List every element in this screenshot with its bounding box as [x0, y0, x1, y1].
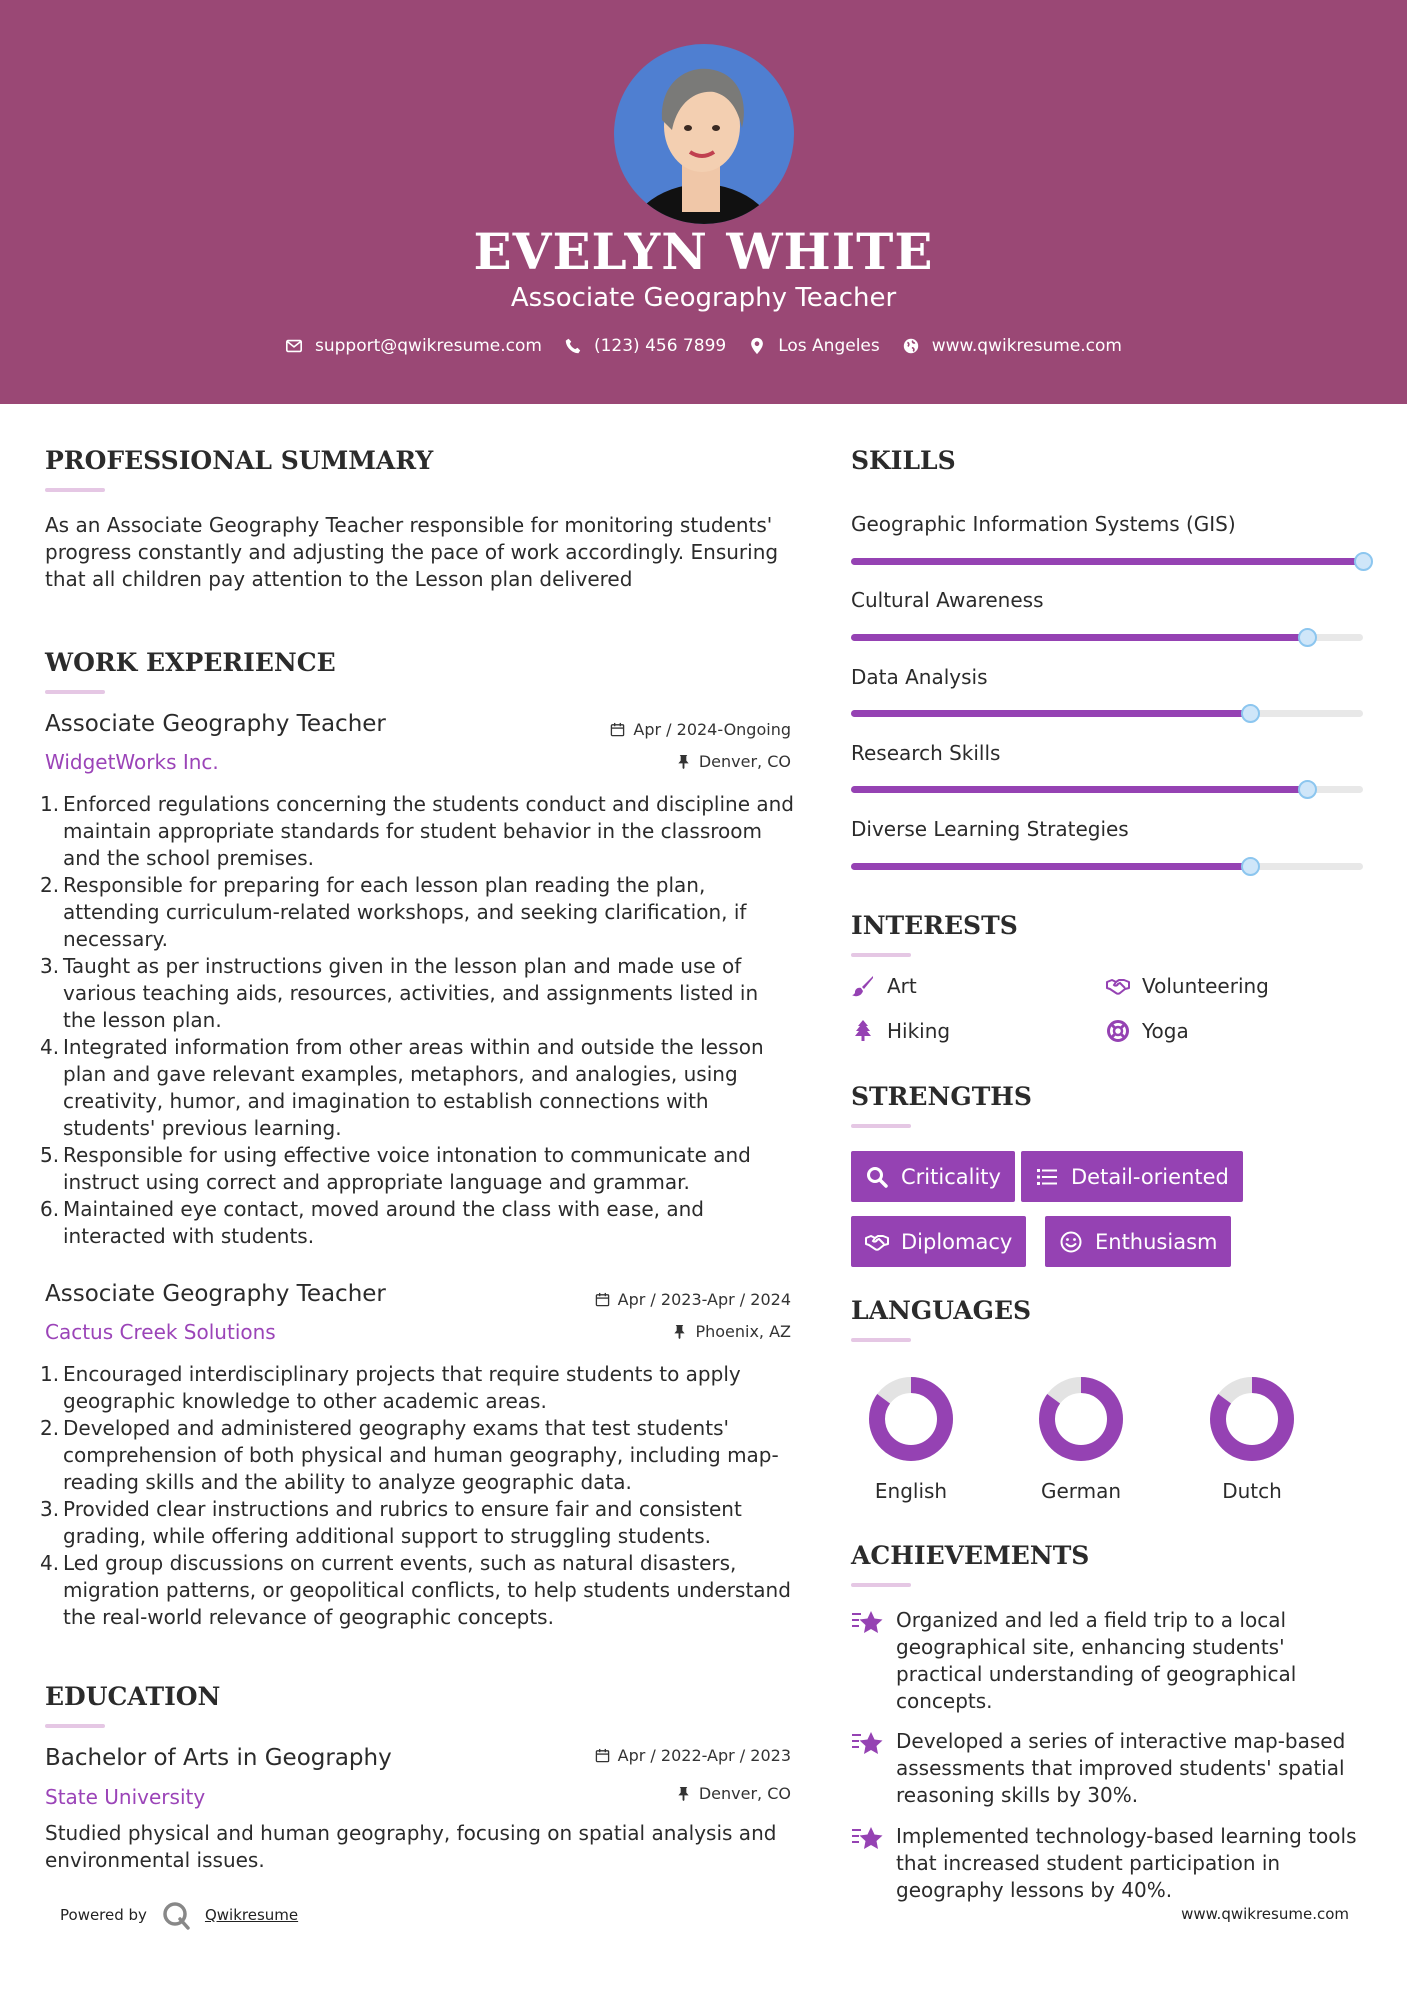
skill-bar-fill — [851, 634, 1307, 641]
smile-icon — [1059, 1230, 1083, 1254]
language-ring — [1037, 1375, 1125, 1463]
handshake-icon — [865, 1230, 889, 1254]
skill-bar — [851, 863, 1363, 870]
interest-label: Yoga — [1142, 1019, 1189, 1043]
skill-bar-fill — [851, 863, 1250, 870]
search-icon — [865, 1165, 889, 1189]
powered-by-label: Powered by — [60, 1906, 147, 1924]
candidate-role: Associate Geography Teacher — [510, 283, 897, 313]
strength-label: Detail-oriented — [1071, 1164, 1229, 1189]
contact-bar — [0, 336, 1407, 356]
job-1-title: Associate Geography Teacher — [45, 711, 386, 737]
job-1-dates-text: Apr / 2024-Ongoing — [633, 720, 791, 739]
achievement-text: Organized and led a field trip to a local geographical site, enhancing students' practical understanding of geographical concepts. — [896, 1608, 1297, 1713]
achievement-item — [851, 1823, 1371, 1904]
interest-hiking — [851, 1019, 950, 1043]
skill-bar — [851, 634, 1363, 641]
phone-icon — [564, 337, 582, 355]
job-1-bullets — [40, 791, 795, 1250]
skill-bar-knob — [1354, 552, 1373, 571]
list-item: 2. Developed and administered geography exams that test students' comprehension of both physical and human geography, including map-reading skills and the ability to analyze geographic data. — [40, 1416, 779, 1494]
skill-bar — [851, 786, 1363, 793]
job-1-location — [676, 752, 791, 771]
achievement-item — [851, 1728, 1371, 1809]
summary-heading: PROFESSIONAL SUMMARY — [45, 446, 434, 475]
education-dates — [595, 1746, 791, 1765]
strengths-heading: STRENGTHS — [851, 1082, 1032, 1111]
skill-bar-fill — [851, 558, 1363, 565]
job-2-bullets — [40, 1361, 795, 1631]
interest-label: Hiking — [887, 1019, 951, 1043]
list-item: 5. Responsible for using effective voice intonation to communicate and instruct using correct and appropriate language and grammar. — [40, 1143, 751, 1194]
handshake-icon — [1106, 974, 1130, 998]
skill-label: Data Analysis — [851, 665, 988, 689]
education-school: State University — [45, 1785, 206, 1809]
education-location — [676, 1784, 791, 1803]
skill-bar-fill — [851, 786, 1307, 793]
interests-underline — [851, 953, 911, 957]
contact-email[interactable] — [285, 336, 542, 356]
profile-photo — [614, 44, 794, 224]
contact-website[interactable] — [902, 336, 1122, 356]
achievements-underline — [851, 1583, 911, 1587]
list-item: 3. Provided clear instructions and rubrics to ensure fair and consistent grading, while offering additional support to struggling students. — [40, 1497, 742, 1548]
contact-email-text: support@qwikresume.com — [315, 336, 542, 356]
education-dates-text: Apr / 2022-Apr / 2023 — [617, 1746, 791, 1765]
interest-label: Art — [887, 974, 917, 998]
job-2-dates-text: Apr / 2023-Apr / 2024 — [617, 1290, 791, 1309]
tree-icon — [851, 1019, 875, 1043]
skill-bar-knob — [1298, 780, 1317, 799]
strength-detail-oriented — [1021, 1151, 1243, 1202]
strength-label: Criticality — [901, 1164, 1001, 1189]
strength-label: Diplomacy — [901, 1229, 1013, 1254]
skill-bar-knob — [1241, 857, 1260, 876]
calendar-icon — [595, 1292, 610, 1307]
experience-underline — [45, 690, 105, 694]
contact-phone[interactable] — [564, 336, 726, 356]
pushpin-icon — [676, 1786, 691, 1801]
interest-volunteering — [1106, 974, 1269, 998]
language-label: Dutch — [1222, 1479, 1282, 1503]
achievements-heading: ACHIEVEMENTS — [851, 1541, 1090, 1570]
job-1-dates — [610, 720, 791, 739]
summary-text: As an Associate Geography Teacher responsible for monitoring students' progress constantly and adjusting the pace of work accordingly. Ensuring that all children pay attention to the Lesson plan delivered — [45, 513, 779, 591]
pushpin-icon — [672, 1324, 687, 1339]
interest-art — [851, 974, 917, 998]
languages-underline — [851, 1338, 911, 1342]
education-degree: Bachelor of Arts in Geography — [45, 1745, 392, 1771]
calendar-icon — [610, 722, 625, 737]
language-ring — [867, 1375, 955, 1463]
list-item: 1. Enforced regulations concerning the students conduct and discipline and maintain appropriate standards for student behavior in the classroom and the school premises. — [40, 792, 794, 870]
job-2-dates — [595, 1290, 791, 1309]
achievement-item — [851, 1607, 1371, 1715]
language-ring — [1208, 1375, 1296, 1463]
job-2-title: Associate Geography Teacher — [45, 1281, 386, 1307]
skills-heading: SKILLS — [851, 446, 956, 475]
skill-label: Research Skills — [851, 741, 1001, 765]
skill-bar — [851, 558, 1363, 565]
qwikresume-link[interactable]: Qwikresume — [204, 1906, 299, 1924]
list-item: 2. Responsible for preparing for each lesson plan reading the plan, attending curriculum-related workshops, and seeking clarification, if necessary. — [40, 873, 747, 951]
education-text: Studied physical and human geography, focusing on spatial analysis and environmental issues. — [45, 1821, 777, 1872]
language-label: English — [874, 1479, 948, 1503]
job-2-company: Cactus Creek Solutions — [45, 1320, 276, 1344]
contact-phone-text: (123) 456 7899 — [593, 336, 727, 356]
education-heading: EDUCATION — [45, 1682, 221, 1711]
language-german — [1031, 1375, 1131, 1503]
lifebuoy-icon — [1106, 1019, 1130, 1043]
strength-label: Enthusiasm — [1095, 1229, 1218, 1254]
language-english — [861, 1375, 961, 1503]
interest-yoga — [1106, 1019, 1189, 1043]
achievement-text: Developed a series of interactive map-based assessments that improved students' spatial reasoning skills by 30%. — [896, 1729, 1346, 1807]
list-item: 3. Taught as per instructions given in the lesson plan and made use of various teaching aids, resources, activities, and assignments listed in the lesson plan. — [40, 954, 759, 1032]
education-location-text: Denver, CO — [698, 1784, 791, 1803]
skill-label: Diverse Learning Strategies — [851, 817, 1129, 841]
job-2-location-text: Phoenix, AZ — [695, 1322, 791, 1341]
languages-heading: LANGUAGES — [851, 1296, 1032, 1325]
achievement-text: Implemented technology-based learning tools that increased student participation in geography lessons by 40%. — [896, 1824, 1357, 1902]
skill-label: Geographic Information Systems (GIS) — [851, 512, 1236, 536]
map-pin-icon — [748, 337, 766, 355]
list-item: 1. Encouraged interdisciplinary projects that require students to apply geographic knowledge to other academic areas. — [40, 1362, 741, 1413]
contact-location — [748, 336, 880, 356]
language-label: German — [1040, 1479, 1122, 1503]
pushpin-icon — [676, 754, 691, 769]
job-1-company: WidgetWorks Inc. — [45, 750, 219, 774]
interests-heading: INTERESTS — [851, 911, 1018, 940]
job-1-location-text: Denver, CO — [698, 752, 791, 771]
list-item: 4. Integrated information from other areas within and outside the lesson plan and gave relevant examples, metaphors, and analogies, using creativity, humor, and imagination to establish connections with students' previous learning. — [40, 1035, 764, 1140]
globe-icon — [902, 337, 920, 355]
skill-bar-knob — [1241, 704, 1260, 723]
strength-criticality — [851, 1151, 1015, 1202]
envelope-icon — [285, 337, 303, 355]
strength-enthusiasm — [1045, 1216, 1231, 1267]
summary-underline — [45, 488, 105, 492]
header-band — [0, 0, 1407, 404]
list-icon — [1035, 1165, 1059, 1189]
calendar-icon — [595, 1748, 610, 1763]
skill-label: Cultural Awareness — [851, 588, 1044, 612]
contact-location-text: Los Angeles — [778, 336, 880, 356]
candidate-name: EVELYN WHITE — [473, 222, 934, 281]
experience-heading: WORK EXPERIENCE — [45, 648, 336, 677]
contact-website-text: www.qwikresume.com — [931, 336, 1122, 356]
strength-diplomacy — [851, 1216, 1026, 1267]
strengths-underline — [851, 1124, 911, 1128]
list-item: 6. Maintained eye contact, moved around the class with ease, and interacted with students. — [40, 1197, 704, 1248]
star-icon — [851, 1825, 885, 1853]
skill-bar-knob — [1298, 628, 1317, 647]
skill-bar — [851, 710, 1363, 717]
star-icon — [851, 1609, 885, 1637]
education-underline — [45, 1724, 105, 1728]
skill-bar-fill — [851, 710, 1250, 717]
qwikresume-logo-icon — [161, 1900, 191, 1930]
paintbrush-icon — [851, 974, 875, 998]
footer-website[interactable]: www.qwikresume.com — [1181, 1905, 1349, 1923]
star-icon — [851, 1730, 885, 1758]
language-dutch — [1202, 1375, 1302, 1503]
job-2-location — [672, 1322, 791, 1341]
interest-label: Volunteering — [1142, 974, 1269, 998]
list-item: 4. Led group discussions on current events, such as natural disasters, migration patterns, or geopolitical conflicts, to help students understand the real-world relevance of geographic concepts. — [40, 1551, 791, 1629]
powered-by — [60, 1900, 298, 1930]
